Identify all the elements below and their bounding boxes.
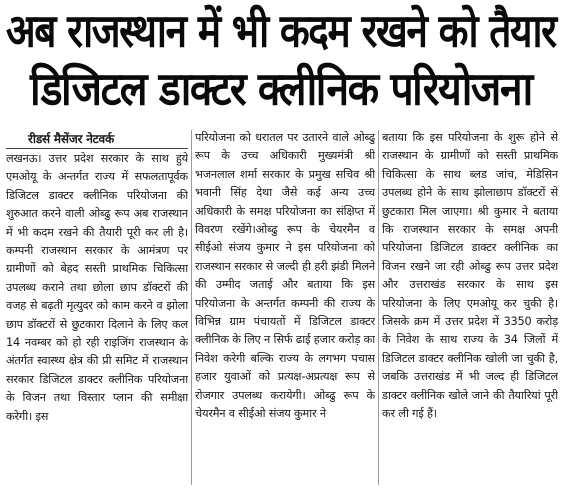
- article-column-2: [195, 129, 375, 487]
- byline: रीडर्स मैसेंजर नेटवर्क: [28, 132, 115, 146]
- article-column-3: [382, 129, 558, 487]
- column-text: लखनऊ। उत्तर प्रदेश सरकार के साथ हुये एमओयू के अन्तर्गत राज्य में सफलतापूर्वक डिजिटल डाक्टर क्लीनिक परियोजना की शुरुआत करने वाली ओब्ढु रूप अब राजस्थान में भी कदम रखने की तैयारी पूरी कर ली है। कम्पनी राजस्थान सरकार के आमंत्रण पर ग्रामीणों को बेहद सस्ती प्राथमिक चिकित्सा उपलब्ध कराने तथा छोला छाप डॉक्टरों की वजह से बढ़ती मृत्युदर को काम करने व झोला छाप डॉक्टरों से छुटकारा दिलाने के लिए कल 14 नवम्बर को हो रही राइजिंग राजस्थान के अंतर्गत स्वास्थ्य क्षेत्र की प्री समिट में राजस्थान सरकार डिजिटल डाक्टर क्लीनिक परियोजना के विजन तथा विस्तार प्लान की समीक्षा करेगी। इस: [6, 152, 188, 423]
- column-divider: [378, 130, 379, 485]
- headline: [0, 0, 562, 126]
- column-text: परियोजना को धरातल पर उतारने वाले ओब्ढु रूप के उच्च अधिकारी मुख्यमंत्री श्री भजनलाल शर्मा सरकार के प्रमुख सचिव श्री भवानी सिंह देथा जैसे कई अन्य उच्च अधिकारी के समक्ष परियोजना का संक्षिप्त में विवरण रखेंगे।ओब्ढु रूप के चेयरमैन व सीईओ संजय कुमार ने इस परियोजना को राजस्थान सरकार से जल्दी ही हरी झंडी मिलने की उम्मीद जताई और बताया कि इस परियोजना के अन्तर्गत कम्पनी की राज्य के विभिन्न ग्राम पंचायतों में डिजिटल डाक्टर क्लीनिक के लिए न सिर्फ ढाई हजार करोड़ का निवेश करेगी बल्कि राज्य के लगभग पचास हजार युवाओं को प्रत्यक्ष-अप्रत्यक्ष रूप से रोजगार उपलब्ध करायेगी। ओब्ढु रूप के चेयरमैन व सीईओ संजय कुमार ने: [195, 131, 375, 421]
- headline-line-1: अब राजस्थान में भी कदम रखने को तैयार: [6, 4, 556, 58]
- article-column-1: [6, 130, 188, 487]
- column-divider: [191, 130, 192, 485]
- headline-line-2: डिजिटल डाक्टर क्लीनिक परियोजना: [30, 62, 532, 116]
- column-text: बताया कि इस परियोजना के शुरू होने से राजस्थान के ग्रामीणों को सस्ती प्राथमिक चिकित्सा के साथ ब्लड जांच, मेडिसिन उपलब्ध होने के साथ झोलाछाप डॉक्टरों से छुटकारा मिल जाएगा। श्री कुमार ने बताया कि राजस्थान सरकार के समक्ष अपनी परियोजना डिजिटल डाक्टर क्लीनिक का विजन रखने जा रही ओब्ढु रूप उत्तर प्रदेश और उत्तराखंड सरकार के साथ इस परियोजना के लिए एमओयू कर चुकी है। जिसके क्रम में उत्तर प्रदेश में 3350 करोड़ के निवेश के साथ राज्य के 34 जिलों में डिजिटल डाक्टर क्लीनिक खोली जा चुकी है, जबकि उत्तराखंड में भी जल्द ही डिजिटल डाक्टर क्लीनिक खोले जाने की तैयारियां पूरी कर ली गई हैं।: [382, 131, 558, 421]
- byline-underline: [6, 148, 188, 149]
